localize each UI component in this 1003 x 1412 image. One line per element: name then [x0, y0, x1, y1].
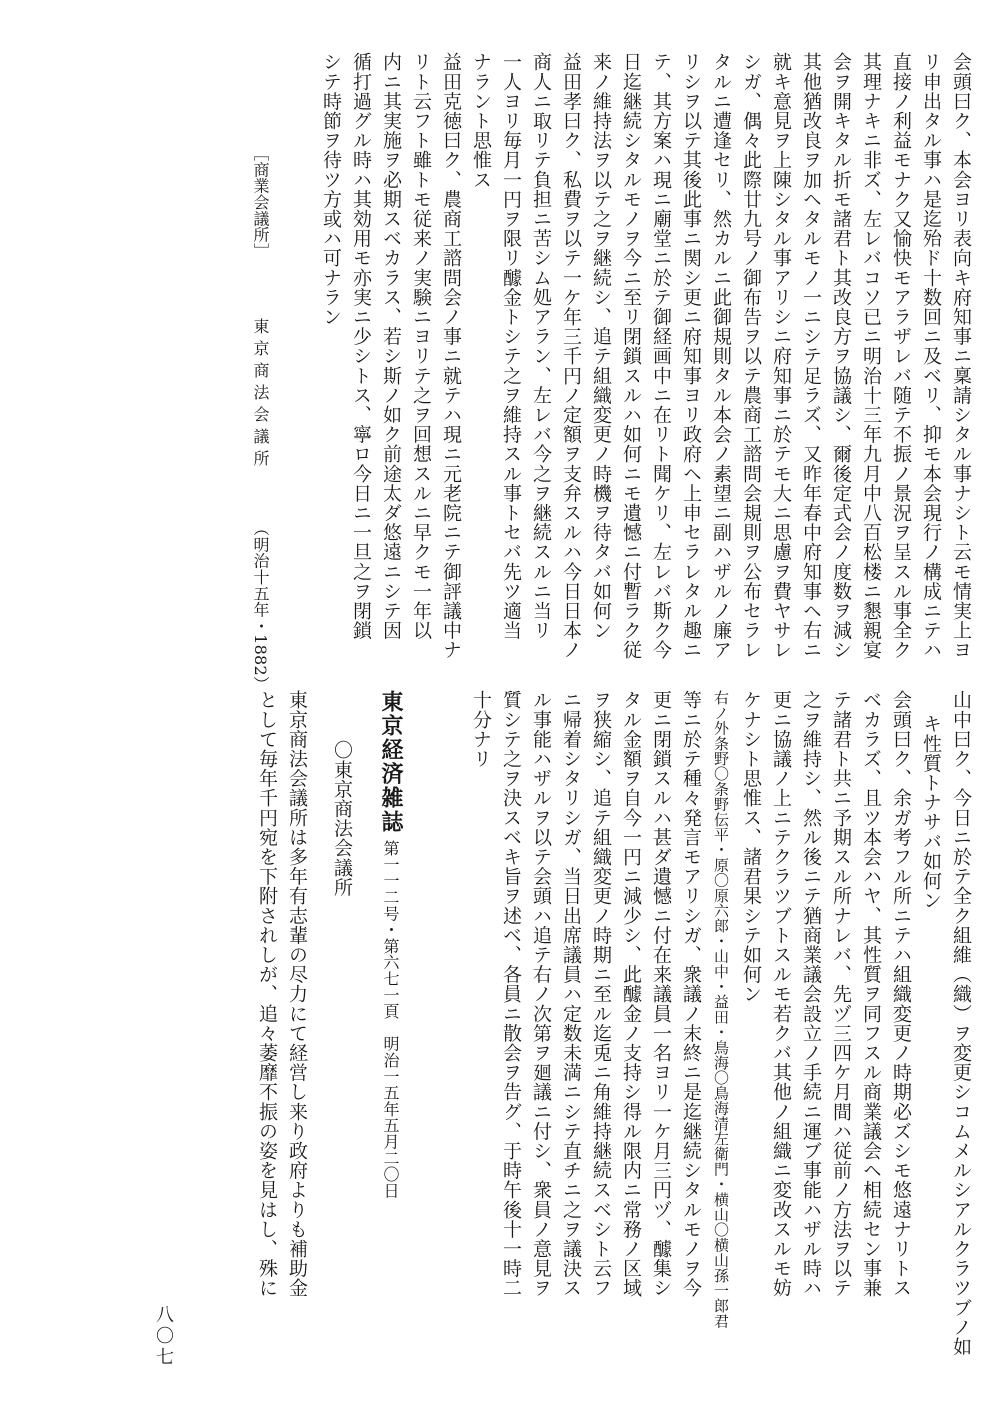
- text-line: 内ニ其実施ヲ必期スベカラス、若シ斯ノ如ク前途太ダ悠遠ニシテ因: [380, 52, 402, 640]
- article-line: 東京商法会議所は多年有志輩の尽力にて経営し来り政府よりも補助金: [286, 690, 308, 1298]
- text-line: 質シテ之ヲ決スベキ旨ヲ述ベ、各員ニ散会ヲ告グ、于時午後十一時二: [500, 690, 522, 1298]
- text-line: 等ニ於テ種々発言モアリシガ、衆議ノ末終ニ是迄継続シタルモノヲ今: [680, 690, 702, 1298]
- text-line: ニ帰着シタリシガ、当日出席議員ハ定数未満ニシテ直チニ之ヲ議決ス: [560, 690, 582, 1298]
- text-line: シテ時節ヲ待ツ方或ハ可ナラン: [320, 52, 342, 327]
- source-year: （明治十五年・1882）: [251, 520, 270, 693]
- text-line: テ、其方案ハ現ニ廟堂ニ於テ御経画中ニ在リト聞ケリ、左レバ斯ク今: [650, 52, 672, 660]
- text-line: 其理ナキニ非ズ、左レバコソ已ニ明治十三年九月中八百松楼ニ懇親宴: [860, 52, 882, 660]
- text-line: タル金額ヲ自今一円ニ減少シ、此醵金ノ支持シ得ル限内ニ常務ノ区域: [620, 690, 642, 1298]
- text-line: 右ノ外条野〇条野伝平・原〇原六郎・山中・益田・鳥海〇鳥海清左衛門・横山〇横山孫一郎君: [712, 690, 730, 1329]
- text-line: 十分ナリ: [470, 690, 492, 769]
- text-line: 更ニ協議ノ上ニテクラツブトスルモ若クバ其他ノ組織ニ変改スルモ妨: [770, 690, 792, 1298]
- text-line: 更ニ閉鎖スルハ甚ダ遺憾ニ付在来議員一名ヨリ一ケ月三円ヅ、醵集シ: [650, 690, 672, 1298]
- text-line: リ申出タル事ハ是迄殆ド十数回ニ及ベリ、抑モ本会現行ノ構成ニテハ: [920, 52, 942, 660]
- text-line: 其他猶改良ヲ加ヘタルモノ一ニシテ足ラズ、又昨年春中府知事ヘ右ニ: [800, 52, 822, 660]
- text-line: 益田克徳曰ク、農商工諮問会ノ事ニ就テハ現ニ元老院ニテ御評議中ナ: [440, 52, 462, 660]
- text-line: 益田孝曰ク、私費ヲ以テ一ケ年三千円ノ定額ヲ支弁スルハ今日日本ノ: [560, 52, 582, 660]
- text-line: シガ、偶々此際廿九号ノ御布告ヲ以テ農商工諮問会規則ヲ公布セラレ: [740, 52, 762, 660]
- text-line: 会頭曰ク、余ガ考フル所ニテハ組織変更ノ時期必ズシモ悠遠ナリトス: [890, 690, 912, 1298]
- text-line: 循打過グル時ハ其効用モ亦実ニ少シトス、寧ロ今日ニ一旦之ヲ閉鎖: [350, 52, 372, 640]
- source-organization: 東京商法会議所: [251, 318, 270, 472]
- text-line: 之ヲ維持シ、然ル後ニテ猶商業議会設立ノ手続ニ運ブ事能ハザル時ハ: [800, 690, 822, 1298]
- text-line: キ性質トナサバ如何ン: [920, 714, 942, 910]
- text-line: 会頭曰ク、本会ヨリ表向キ府知事ニ稟請シタル事ナシト云モ情実上ヨ: [950, 52, 972, 660]
- text-line: 直接ノ利益モナク又愉快モアラザレバ随テ不振ノ景況ヲ呈スル事全ク: [890, 52, 912, 660]
- text-line: リシヲ以テ其後此事ニ関シ更ニ府知事ヨリ政府ヘ上申セラレタル趣ニ: [680, 52, 702, 660]
- text-line: 来ノ維持法ヲ以テ之ヲ継続シ、追テ組織変更ノ時機ヲ待タバ如何ン: [590, 52, 612, 640]
- text-line: 会ヲ開キタル折モ諸君ト其改良方ヲ協議シ、爾後定式会ノ度数ヲ減シ: [830, 52, 852, 660]
- article-heading: 〇東京商法会議所: [331, 740, 353, 897]
- text-line: ケナシト思惟ス、諸君果シテ如何ン: [740, 690, 762, 1004]
- text-line: 山中曰ク、今日ニ於テ全ク組維（織）ヲ変更シコムメルシアルクラツブノ如: [950, 690, 972, 1357]
- text-line: 日迄継続シタルモノヲ今ニ至リ閉鎖スルハ如何ニモ遺憾ニ付暫ラク従: [620, 52, 642, 660]
- source-label: ［商業会議所］: [251, 145, 270, 260]
- text-line: ナラント思惟ス: [470, 52, 492, 190]
- text-line: テ諸君ト共ニ予期スル所ナレバ、先ヅ三四ケ月間ハ従前ノ方法ヲ以テ: [830, 690, 852, 1298]
- text-line: ヲ狭縮シ、追テ組織変更ノ時期ニ至ル迄兎ニ角維持継続スベシト云フ: [590, 690, 612, 1298]
- text-line: ベカラズ、且ツ本会ハヤ、其性質ヲ同フスル商業議会ヘ相続セン事兼: [860, 690, 882, 1298]
- text-line: リト云フト雖トモ従来ノ実験ニヨリテ之ヲ回想スルニ早クモ一年以: [410, 52, 432, 640]
- article-line: として毎年千円宛を下附されしが、追々萎靡不振の姿を見はし、殊に: [256, 690, 278, 1298]
- text-line: 一人ヨリ毎月一円ヲ限リ醵金トシテ之ヲ維持スル事トセバ先ツ適当: [500, 52, 522, 640]
- journal-title: 東京経済雑誌: [378, 690, 404, 834]
- journal-issue: 第一一二号・第六七一頁 明治一五年五月二〇日: [381, 840, 400, 1199]
- page-number: 八〇七: [153, 1305, 174, 1368]
- text-line: 商人ニ取リテ負担ニ苦シム処アラン、左レバ今之ヲ継続スルニ当リ: [530, 52, 552, 640]
- text-line: 就キ意見ヲ上陳シタル事アリシニ府知事ニ於テモ大ニ思慮ヲ費ヤサレ: [770, 52, 792, 660]
- text-line: ル事能ハザルヲ以テ会頭ハ追テ右ノ次第ヲ廻議ニ付シ、衆員ノ意見ヲ: [530, 690, 552, 1298]
- text-line: タルニ遭逢セリ、然カルニ此御規則タル本会ノ素望ニ副ハザルノ廉ア: [710, 52, 732, 660]
